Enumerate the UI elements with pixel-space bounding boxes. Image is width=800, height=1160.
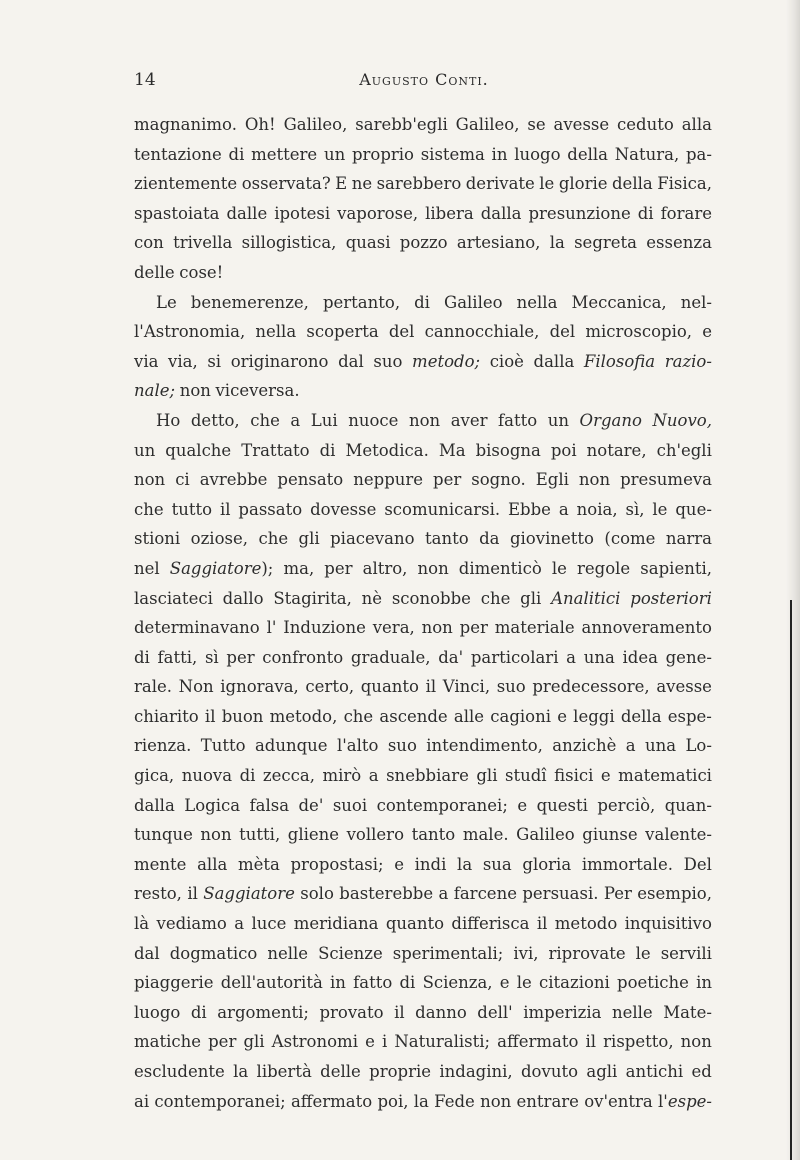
text-line: delle cose! bbox=[134, 262, 224, 282]
text-line: Ho detto, che a Lui nuoce non aver fatto un Organo Nuovo, bbox=[156, 410, 712, 430]
text-line: Le benemerenze, pertanto, di Galileo nella Meccanica, nel- bbox=[156, 292, 712, 312]
page-header bbox=[134, 70, 714, 96]
text-line: lasciateci dallo Stagirita, nè sconobbe che gli Analitici posteriori bbox=[134, 588, 712, 608]
text-line: stioni oziose, che gli piacevano tanto da giovinetto (come narra bbox=[134, 529, 712, 549]
text-line: zientemente osservata? E ne sarebbero derivate le glorie della Fisica, bbox=[134, 174, 712, 194]
text-line: ai contemporanei; affermato poi, la Fede non entrare ov'entra l'espe- bbox=[134, 1091, 712, 1111]
text-line: con trivella sillogistica, quasi pozzo artesiano, la segreta essenza bbox=[134, 233, 712, 253]
text-line: magnanimo. Oh! Galileo, sarebb'egli Galileo, se avesse ceduto alla bbox=[134, 115, 712, 134]
text-line: là vediamo a luce meridiana quanto differisca il metodo inquisitivo bbox=[134, 914, 712, 934]
text-line: resto, il Saggiatore solo basterebbe a farcene persuasi. Per esempio, bbox=[134, 884, 712, 904]
text-line: chiarito il buon metodo, che ascende alle cagioni e leggi della espe- bbox=[134, 706, 712, 726]
text-line: dal dogmatico nelle Scienze sperimentali; ivi, riprovate le servili bbox=[134, 943, 712, 963]
page-number: 14 bbox=[134, 70, 156, 90]
text-line: rienza. Tutto adunque l'alto suo intendimento, anzichè a una Lo- bbox=[134, 736, 712, 756]
text-line: mente alla mèta propostasi; e indi la sua gloria immortale. Del bbox=[134, 854, 712, 874]
text-line: via via, si originarono dal suo metodo; cioè dalla Filosofia razio- bbox=[134, 351, 712, 371]
running-head: Augusto Conti. bbox=[359, 70, 489, 89]
text-line: spastoiata dalle ipotesi vaporose, libera dalla presunzione di forare bbox=[134, 203, 712, 223]
text-line: determinavano l' Induzione vera, non per materiale annoveramento bbox=[134, 618, 712, 638]
text-line: rale. Non ignorava, certo, quanto il Vinci, suo predecessore, avesse bbox=[134, 677, 712, 697]
page-edge-shadow bbox=[786, 0, 800, 1160]
text-line: nale; non viceversa. bbox=[134, 381, 300, 401]
text-line: dalla Logica falsa de' suoi contemporanei; e questi perciò, quan- bbox=[134, 795, 712, 815]
text-line: un qualche Trattato di Metodica. Ma bisogna poi notare, ch'egli bbox=[134, 440, 712, 460]
text-line: non ci avrebbe pensato neppure per sogno. Egli non presumeva bbox=[134, 470, 712, 490]
text-line: nel Saggiatore); ma, per altro, non dimenticò le regole sapienti, bbox=[134, 558, 712, 578]
text-line: tentazione di mettere un proprio sistema in luogo della Natura, pa- bbox=[134, 144, 712, 164]
page-edge-line bbox=[790, 600, 792, 1160]
text-line: escludente la libertà delle proprie indagini, dovuto agli antichi ed bbox=[134, 1062, 712, 1081]
text-line: piaggerie dell'autorità in fatto di Scienza, e le citazioni poetiche in bbox=[134, 973, 712, 993]
text-line: l'Astronomia, nella scoperta del cannocchiale, del microscopio, e bbox=[134, 322, 712, 342]
text-line: matiche per gli Astronomi e i Naturalisti; affermato il rispetto, non bbox=[134, 1032, 712, 1052]
text-line: tunque non tutti, gliene vollero tanto male. Galileo giunse valente- bbox=[134, 825, 712, 845]
text-line: di fatti, sì per confronto graduale, da' particolari a una idea gene- bbox=[134, 647, 712, 667]
text-line: che tutto il passato dovesse scomunicarsi. Ebbe a noia, sì, le que- bbox=[134, 499, 712, 519]
body-text bbox=[134, 110, 712, 1116]
text-line: luogo di argomenti; provato il danno dell' imperizia nelle Mate- bbox=[134, 1002, 712, 1022]
text-line: gica, nuova di zecca, mirò a snebbiare gli studî fisici e matematici bbox=[134, 766, 712, 786]
